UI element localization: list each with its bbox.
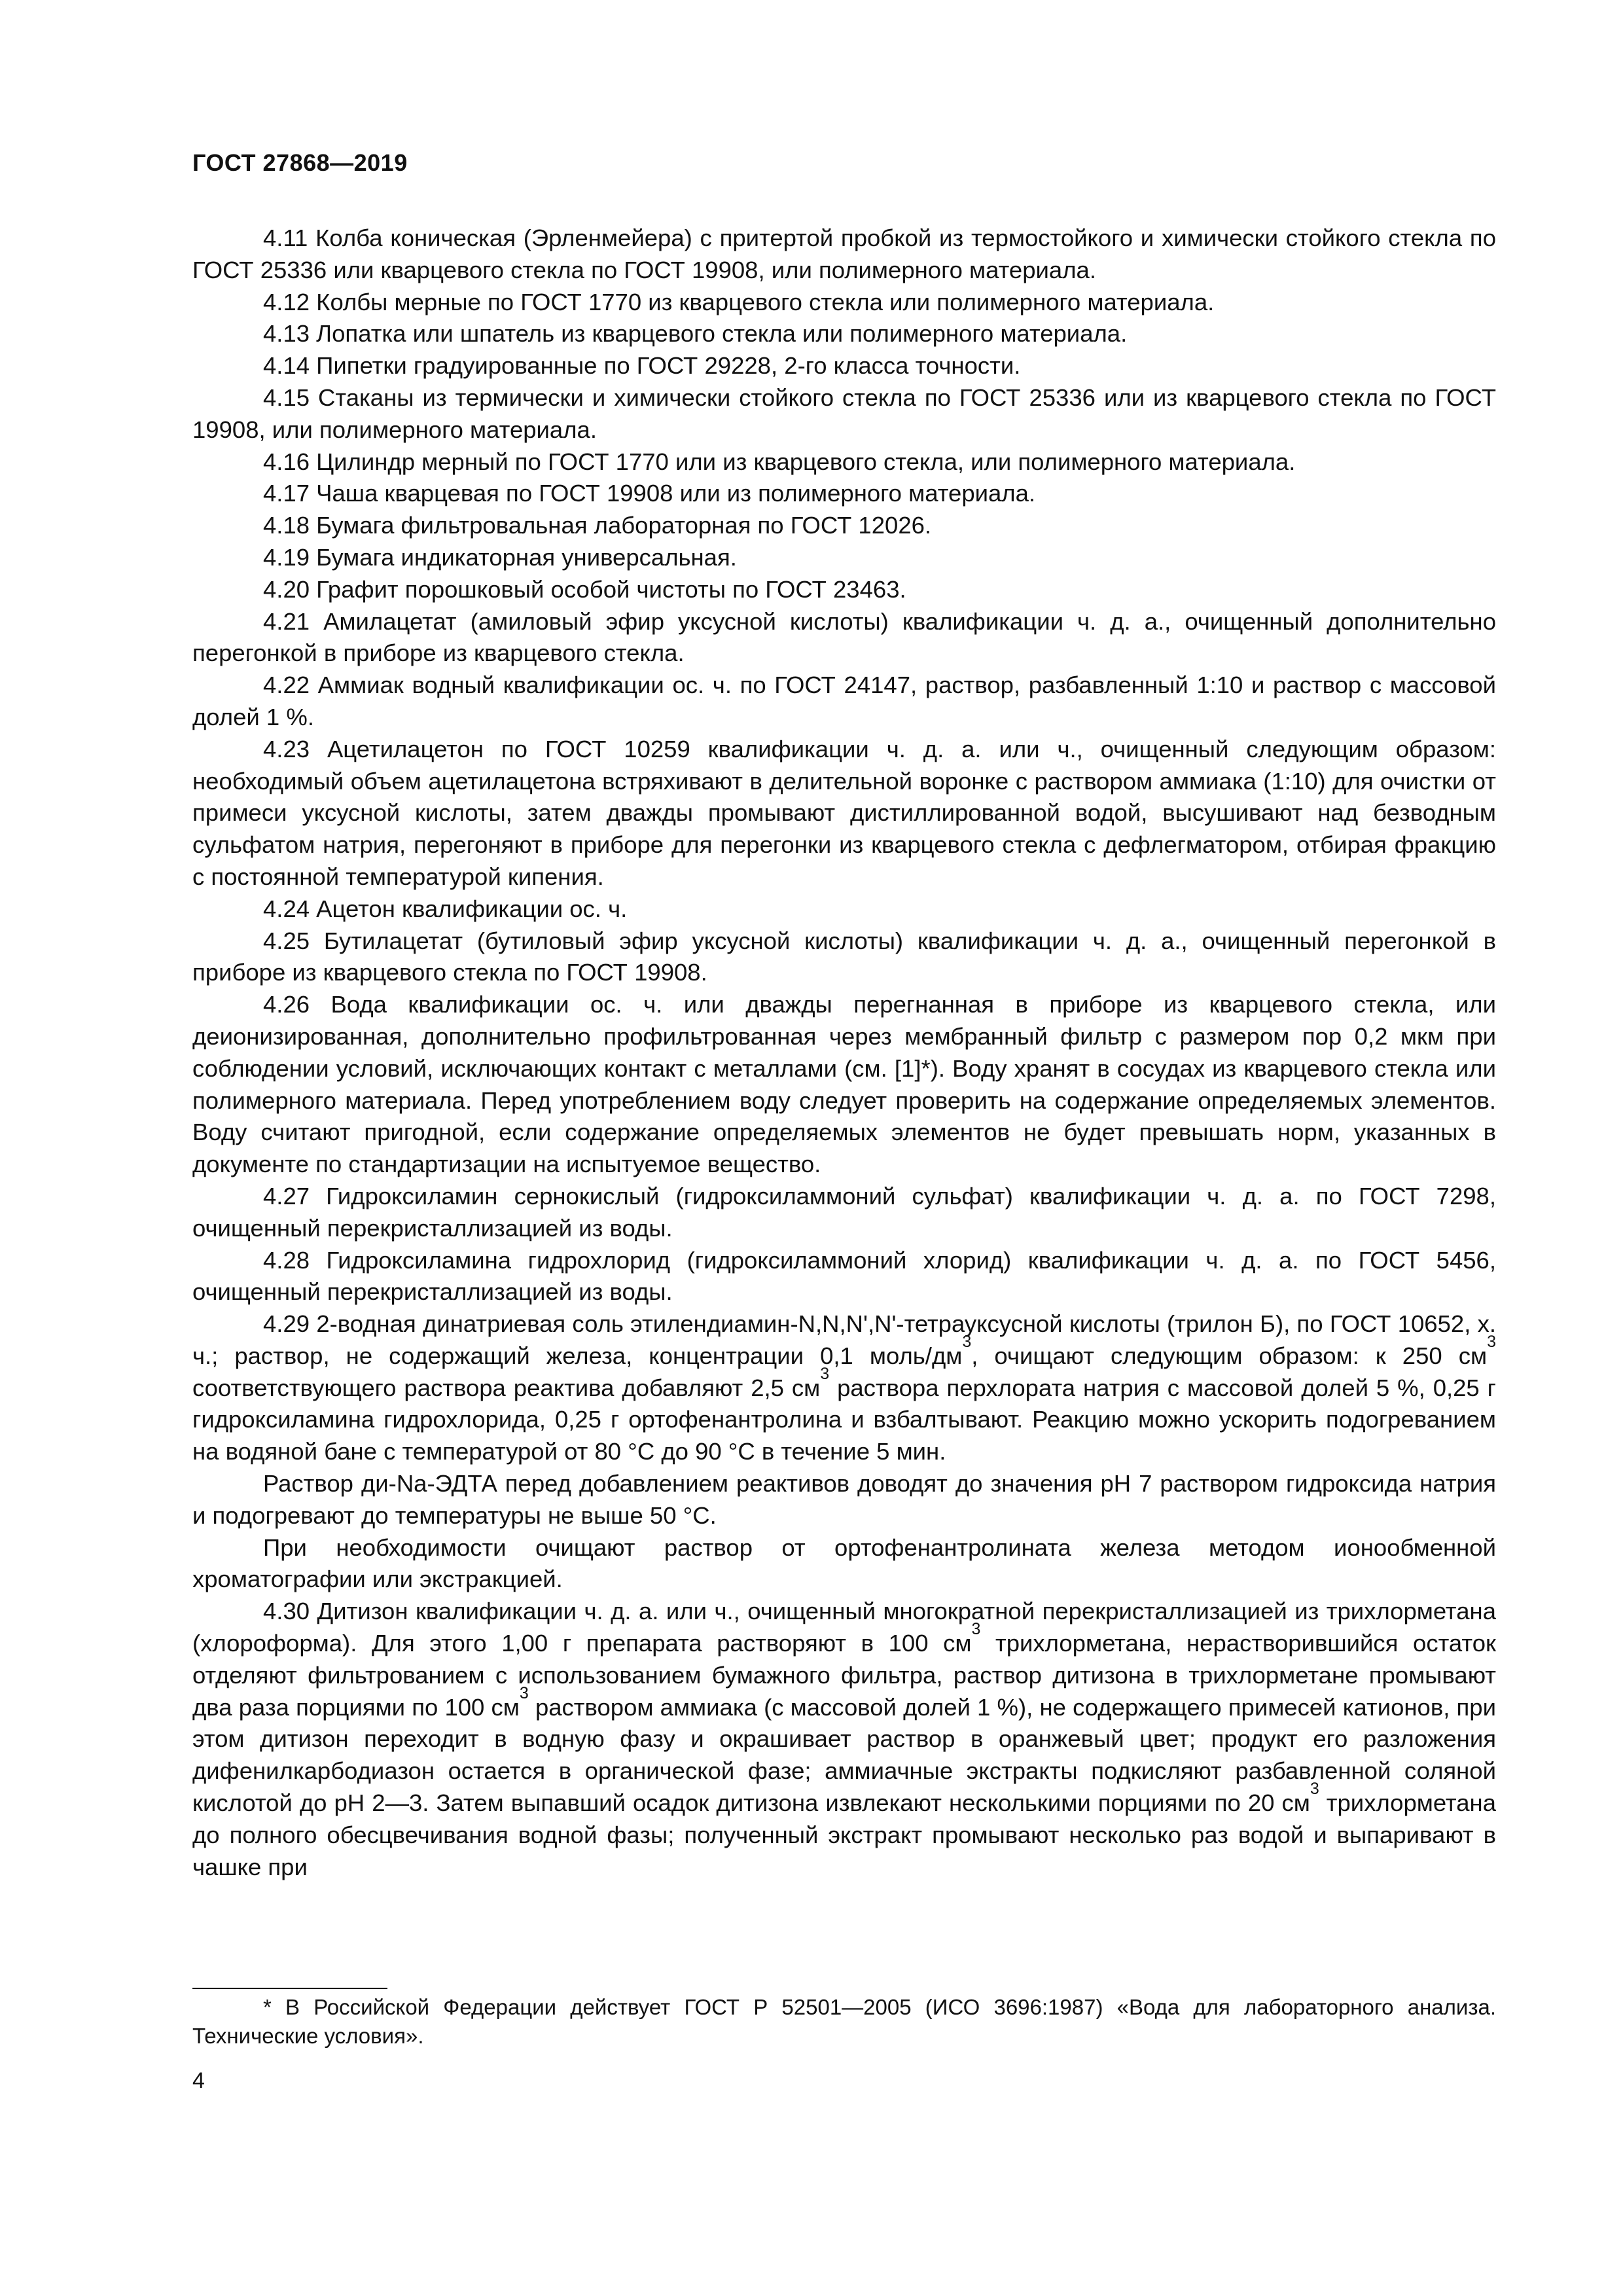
- paragraph-4-19: 4.19 Бумага индикаторная универсальная.: [263, 543, 737, 571]
- paragraph-4-22: 4.22 Аммиак водный квалификации ос. ч. по ГОСТ 24147, раствор, разбавленный 1:10 и раствор с массовой долей 1 %.: [192, 672, 1496, 730]
- paragraph-4-12: 4.12 Колбы мерные по ГОСТ 1770 из кварцевого стекла или полимерного материала.: [263, 288, 1215, 315]
- paragraph-4-17: 4.17 Чаша кварцевая по ГОСТ 19908 или из полимерного материала.: [263, 480, 1036, 507]
- paragraph-4-20: 4.20 Графит порошковый особой чистоты по ГОСТ 23463.: [263, 575, 906, 603]
- document-body: [192, 223, 1496, 1883]
- paragraph-purification: При необходимости очищают раствор от ортофенантролината железа методом ионообменной хроматографии или экстракцией.: [192, 1534, 1496, 1593]
- paragraph-4-28: 4.28 Гидроксиламина гидрохлорид (гидроксиламмоний хлорид) квалификации ч. д. а. по ГОСТ 5456, очищенный перекристаллизацией из воды.: [192, 1246, 1496, 1306]
- paragraph-4-29-text-1: 4.29 2-водная динатриевая соль этилендиамин-N,N,N',N'-тетрауксусной кислоты (трилон Б), по ГОСТ 10652, х. ч.; раствор, не содержащий железа, концентрации 0,1 моль/дм: [192, 1310, 1496, 1369]
- superscript: 3: [1310, 1779, 1319, 1798]
- superscript: 3: [971, 1619, 981, 1638]
- superscript: 3: [962, 1332, 972, 1351]
- paragraph-4-26: 4.26 Вода квалификации ос. ч. или дважды перегнанная в приборе из кварцевого стекла, или деионизированная, дополнительно профильтрованная через мембранный фильтр с размером пор 0,2 мкм при соблюдении условий, исключающих контакт с металлами (см. [1]*). Воду хранят в сосудах из кварцевого стекла или полимерного материала. Перед употреблением воду следует проверить на содержание определяемых элементов. Воду считают пригодной, если содержание определяемых элементов не будет превышать норм, указанных в документе по стандартизации на испытуемое вещество.: [192, 991, 1496, 1178]
- paragraph-4-30-text-2: трихлорметана, нерастворившийся остаток отделяют фильтрованием с использованием бумажного фильтра, раствор дитизона в трихлорметане промывают два раза порциями по 100 см: [192, 1630, 1496, 1721]
- paragraph-4-29-text-4: раствора перхлората натрия с массовой долей 5 %, 0,25 г гидроксиламина гидрохлорида, 0,25 г ортофенантролина и взбалтывают. Реакцию можно ускорить подогреванием на водяной бане с температурой от 80 °С до 90 °С в течение 5 мин.: [192, 1374, 1496, 1465]
- paragraph-4-15: 4.15 Стаканы из термически и химически стойкого стекла по ГОСТ 25336 или из кварцевого стекла по ГОСТ 19908, или полимерного материала.: [192, 384, 1496, 443]
- paragraph-4-16: 4.16 Цилиндр мерный по ГОСТ 1770 или из кварцевого стекла, или полимерного материала.: [263, 448, 1296, 475]
- page-number: 4: [192, 2068, 205, 2093]
- paragraph-4-14: 4.14 Пипетки градуированные по ГОСТ 29228, 2-го класса точности.: [263, 352, 1021, 380]
- paragraph-4-29: [192, 1308, 1496, 1468]
- paragraph-4-23: 4.23 Ацетилацетон по ГОСТ 10259 квалификации ч. д. а. или ч., очищенный следующим образом: необходимый объем ацетилацетона встряхивают в делительной воронке с раствором аммиака (1:10) для очистки от примеси уксусной кислоты, затем дважды промывают дистиллированной водой, высушивают над безводным сульфатом натрия, перегоняют в приборе для перегонки из кварцевого стекла с дефлегматором, отбирая фракцию с постоянной температурой кипения.: [192, 735, 1496, 890]
- paragraph-4-30: [192, 1596, 1496, 1883]
- paragraph-4-24: 4.24 Ацетон квалификации ос. ч.: [263, 895, 628, 922]
- paragraph-4-29-text-3: соответствующего раствора реактива добавляют 2,5 см: [192, 1374, 821, 1401]
- paragraph-4-30-text-3: раствором аммиака (с массовой долей 1 %), не содержащего примесей катионов, при этом дитизон переходит в водную фазу и окрашивает раствор в оранжевый цвет; продукт его разложения дифенилкарбодиазон остается в органической фазе; аммиачные экстракты подкисляют разбавленной соляной кислотой до pH 2—3. Затем выпавший осадок дитизона извлекают несколькими порциями по 20 см: [192, 1693, 1496, 1817]
- paragraph-4-13: 4.13 Лопатка или шпатель из кварцевого стекла или полимерного материала.: [263, 320, 1128, 348]
- paragraph-4-30-text-1: 4.30 Дитизон квалификации ч. д. а. или ч., очищенный многократной перекристаллизацией из трихлорметана (хлороформа). Для этого 1,00 г препарата растворяют в 100 см: [192, 1598, 1496, 1657]
- paragraph-4-18: 4.18 Бумага фильтровальная лабораторная по ГОСТ 12026.: [263, 512, 932, 539]
- paragraph-4-11: 4.11 Колба коническая (Эрленмейера) с притертой пробкой из термостойкого и химически стойкого стекла по ГОСТ 25336 или кварцевого стекла по ГОСТ 19908, или полимерного материала.: [192, 224, 1496, 283]
- paragraph-4-30-text-4: трихлорметана до полного обесцвечивания водной фазы; полученный экстракт промывают несколько раз водой и выпаривают в чашке при: [192, 1789, 1497, 1880]
- paragraph-4-29-text-2: , очищают следующим образом: к 250 см: [971, 1342, 1488, 1369]
- paragraph-edta: Раствор ди-Na-ЭДТА перед добавлением реактивов доводят до значения pH 7 раствором гидроксида натрия и подогревают до температуры не выше 50 °С.: [192, 1470, 1496, 1529]
- footnote: * В Российской Федерации действует ГОСТ Р 52501—2005 (ИСО 3696:1987) «Вода для лабораторного анализа. Технические условия».: [192, 1995, 1496, 2048]
- document-header: ГОСТ 27868—2019: [192, 149, 408, 176]
- paragraph-4-21: 4.21 Амилацетат (амиловый эфир уксусной кислоты) квалификации ч. д. а., очищенный дополнительно перегонкой в приборе из кварцевого стекла.: [192, 607, 1496, 667]
- paragraph-4-27: 4.27 Гидроксиламин сернокислый (гидроксиламмоний сульфат) квалификации ч. д. а. по ГОСТ 7298, очищенный перекристаллизацией из воды.: [192, 1182, 1496, 1242]
- paragraph-4-25: 4.25 Бутилацетат (бутиловый эфир уксусной кислоты) квалификации ч. д. а., очищенный перегонкой в приборе из кварцевого стекла по ГОСТ 19908.: [192, 927, 1496, 986]
- superscript: 3: [1487, 1332, 1496, 1351]
- footnote-divider: [192, 1988, 387, 1989]
- superscript: 3: [519, 1683, 529, 1702]
- superscript: 3: [820, 1364, 830, 1383]
